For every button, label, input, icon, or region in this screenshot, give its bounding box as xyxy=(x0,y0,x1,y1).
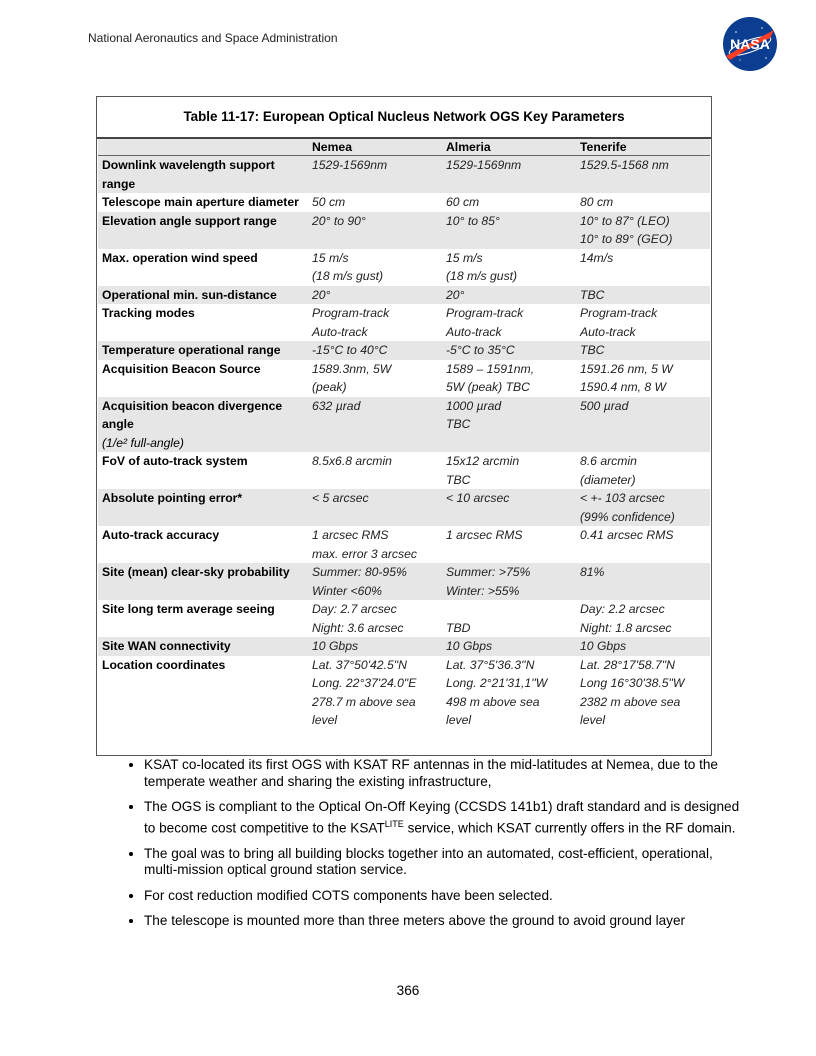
bullet-item xyxy=(144,799,748,837)
table-cell: 1589 – 1591nm, 5W (peak) TBC xyxy=(446,361,535,394)
agency-header: National Aeronautics and Space Administration xyxy=(88,31,338,45)
parameters-table-box xyxy=(96,96,712,756)
table-cell: 1529-1569nm xyxy=(312,158,388,172)
table-cell: 1529.5-1568 nm xyxy=(580,158,669,172)
nasa-logo xyxy=(722,16,778,72)
table-cell: Day: 2.2 arcsec Night: 1.8 arcsec xyxy=(580,602,672,635)
table-cell: 10° to 85° xyxy=(446,213,500,228)
table-row xyxy=(98,193,710,212)
row-label xyxy=(98,656,308,730)
table-cell: 1589.3nm, 5W (peak) xyxy=(312,361,392,394)
table-row xyxy=(98,656,710,730)
table-cell: Program-track Auto-track xyxy=(446,306,524,339)
row-label xyxy=(98,249,308,286)
table-row xyxy=(98,360,710,397)
table-cell: Summer: 80-95% Winter <60% xyxy=(312,565,407,598)
table-cell: 10 Gbps xyxy=(580,639,627,653)
table-cell: Lat. 37°5'36.3''N Long. 2°21'31,1''W 498 m above sea level xyxy=(446,657,548,727)
table-row xyxy=(98,526,710,563)
table-cell: -5°C to 35°C xyxy=(446,343,515,357)
table-cell: 15x12 arcmin TBC xyxy=(446,454,520,487)
row-label xyxy=(98,212,308,249)
table-cell: 1 arcsec RMS max. error 3 arcsec xyxy=(312,528,417,561)
table-body xyxy=(98,156,710,730)
row-label xyxy=(98,563,308,600)
row-label-text: Telescope main aperture diameter xyxy=(102,195,299,209)
table-cell: 1591.26 nm, 5 W 1590.4 nm, 8 W xyxy=(580,361,673,394)
table-cell: 80 cm xyxy=(580,195,614,209)
row-label xyxy=(98,600,308,637)
table-cell: 10° to 87° (LEO) 10° to 89° (GEO) xyxy=(580,213,673,246)
row-label xyxy=(98,341,308,360)
table-cell: 20° to 90° xyxy=(312,213,366,228)
table-cell: 14m/s xyxy=(580,250,614,265)
table-cell: Program-track Auto-track xyxy=(580,306,658,339)
row-label-text: Site (mean) clear-sky probability xyxy=(102,565,290,579)
table-cell: 8.5x6.8 arcmin xyxy=(312,454,392,468)
row-label xyxy=(98,526,308,563)
nasa-logo-text: NASA xyxy=(730,36,770,52)
table-cell: 1000 µrad TBC xyxy=(446,398,502,431)
row-label xyxy=(98,637,308,656)
table-cell: 81% xyxy=(580,565,605,579)
bullet-list xyxy=(118,757,748,939)
table-row xyxy=(98,397,710,453)
row-label xyxy=(98,304,308,341)
table-row xyxy=(98,286,710,305)
table-row xyxy=(98,637,710,656)
table-row xyxy=(98,156,710,194)
table-cell: 20° xyxy=(446,287,465,302)
row-label-text: Site long term average seeing xyxy=(102,602,275,616)
table-cell: 8.6 arcmin (diameter) xyxy=(580,454,637,487)
table-row xyxy=(98,452,710,489)
bullet-item: • KSAT co-located its first OGS with KSAT RF antennas in the mid-latitudes at Nemea, due to the temperate weather and sharing the existing infrastructure, xyxy=(144,757,748,790)
row-label xyxy=(98,452,308,489)
table-cell: 50 cm xyxy=(312,195,346,209)
row-label-text: Downlink wavelength support range xyxy=(102,158,275,191)
table-row xyxy=(98,600,710,637)
row-label-text: Auto-track accuracy xyxy=(102,528,220,542)
row-label-text: FoV of auto-track system xyxy=(102,454,248,468)
table-caption: Table 11-17: European Optical Nucleus Network OGS Key Parameters xyxy=(97,97,711,139)
table-cell: 15 m/s (18 m/s gust) xyxy=(312,250,384,283)
table-header-row xyxy=(98,139,710,156)
column-header xyxy=(98,139,308,156)
table-cell: TBD xyxy=(446,620,471,635)
column-header: Tenerife xyxy=(576,139,710,156)
table-cell: Lat. 28°17'58.7"N Long 16°30'38.5"W 2382 m above sea level xyxy=(580,657,685,727)
table-cell: Summer: >75% Winter: >55% xyxy=(446,565,531,598)
row-label xyxy=(98,286,308,305)
row-label-text: Tracking modes xyxy=(102,306,195,320)
row-label xyxy=(98,360,308,397)
row-label-text: Max. operation wind speed xyxy=(102,250,258,265)
row-label xyxy=(98,156,308,194)
bullet-text: The OGS is compliant to the Optical On-Off Keying (CCSDS 141b1) draft standard and is designed to become cost competitive to the KSAT xyxy=(144,799,740,836)
table-cell: TBC xyxy=(580,343,605,357)
table-cell: 60 cm xyxy=(446,195,480,209)
table-row xyxy=(98,489,710,526)
row-label-text: Elevation angle support range xyxy=(102,213,277,228)
table-cell: 500 µrad xyxy=(580,398,629,413)
table-row xyxy=(98,304,710,341)
table-cell: 1529-1569nm xyxy=(446,158,522,172)
table-cell: Program-track Auto-track xyxy=(312,306,390,339)
row-label-text: Temperature operational range xyxy=(102,343,281,357)
table-cell: 10 Gbps xyxy=(312,639,359,653)
row-label-text: Acquisition Beacon Source xyxy=(102,361,261,376)
table-row xyxy=(98,341,710,360)
table-cell: -15°C to 40°C xyxy=(312,343,388,357)
table-row xyxy=(98,563,710,600)
bullet-text: service, which KSAT currently offers in the RF domain. xyxy=(403,820,736,836)
table-cell: 15 m/s (18 m/s gust) xyxy=(446,250,518,283)
table-cell: 1 arcsec RMS xyxy=(446,528,523,542)
row-label-text: Acquisition beacon divergence angle xyxy=(102,398,283,431)
row-label xyxy=(98,193,308,212)
row-label-text: Operational min. sun-distance xyxy=(102,287,277,302)
bullet-superscript: LITE xyxy=(384,818,404,829)
table-cell: < +- 103 arcsec (99% confidence) xyxy=(580,491,675,524)
page-number: 366 xyxy=(396,983,420,998)
row-label xyxy=(98,397,308,453)
table-cell: < 10 arcsec xyxy=(446,491,510,505)
row-label-note: (1/e² full-angle) xyxy=(102,435,184,450)
table-row xyxy=(98,249,710,286)
column-header: Nemea xyxy=(308,139,442,156)
row-label-text: Location coordinates xyxy=(102,657,226,672)
table-cell: 20° xyxy=(312,287,331,302)
row-label-text: Site WAN connectivity xyxy=(102,639,231,653)
table-cell: < 5 arcsec xyxy=(312,491,369,505)
column-header: Almeria xyxy=(442,139,576,156)
table-row xyxy=(98,212,710,249)
table-cell: Lat. 37°50'42.5"N Long. 22°37'24.0"E 278.7 m above sea level xyxy=(312,657,417,727)
table-cell: 632 µrad xyxy=(312,398,361,413)
ogs-parameters-table xyxy=(98,139,710,730)
row-label-text: Absolute pointing error* xyxy=(102,491,243,505)
table-cell: TBC xyxy=(580,287,605,302)
table-cell: 0.41 arcsec RMS xyxy=(580,528,674,542)
bullet-item: • The goal was to bring all building blocks together into an automated, cost-efficient, operational, multi-mission optical ground station service. xyxy=(144,846,748,879)
bullet-item: • The telescope is mounted more than three meters above the ground to avoid ground layer xyxy=(144,913,748,930)
table-cell: 10 Gbps xyxy=(446,639,493,653)
table-cell: Day: 2.7 arcsec Night: 3.6 arcsec xyxy=(312,602,404,635)
bullet-item: • For cost reduction modified COTS components have been selected. xyxy=(144,888,748,905)
row-label xyxy=(98,489,308,526)
